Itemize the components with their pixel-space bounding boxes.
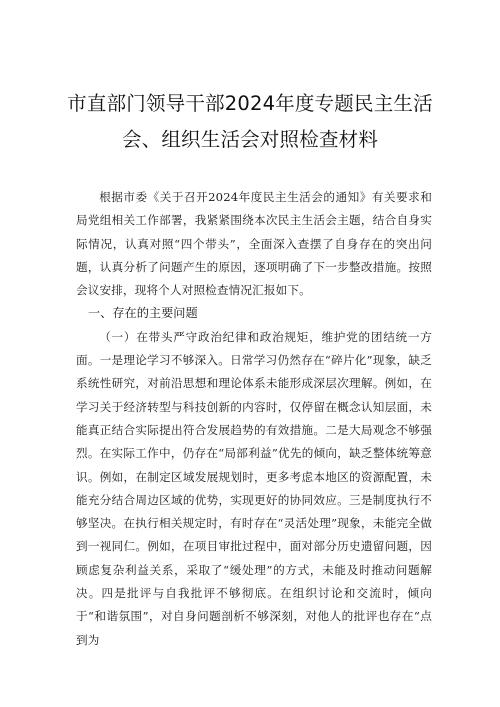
section-paragraph-political-discipline: （一）在带头严守政治纪律和政治规矩，维护党的团结统一方面。一是理论学习不够深入。日常学习仍然存在“碎片化”现象，缺乏系统性研究，对前沿思想和理论体系未能形成深层次理解。例如，在学习关于经济转型与科技创新的内容时，仅停留在概念认知层面，未能真正结合实际提出符合发展趋势的有效措施。二是大局观念不够强烈。在实际工作中，仍存在“局部利益”优先的倾向，缺乏整体统筹意识。例如，在制定区域发展规划时，更多考虑本地区的资源配置，未能充分结合周边区域的优势，实现更好的协同效应。三是制度执行不够坚决。在执行相关规定时，有时存在“灵活处理”现象，未能完全做到一视同仁。例如，在项目审批过程中，面对部分历史遗留问题，因顾虑复杂利益关系，采取了“缓处理”的方式，未能及时推动问题解决。四是批评与自我批评不够彻底。在组织讨论和交流时，倾向于“和谐氛围”，对自身问题剖析不够深刻，对他人的批评也存在“点到为 <box>76 329 432 647</box>
document-body <box>76 186 432 652</box>
section-heading-problems: 一、存在的主要问题 <box>88 306 198 321</box>
document-title-line-1: 市直部门领导干部2024年度专题民主生活 <box>67 92 433 115</box>
document-title-line-2: 会、组织生活会对照检查材料 <box>121 128 379 151</box>
intro-paragraph: 根据市委《关于召开2024年度民主生活会的通知》有关要求和局党组相关工作部署，我紧紧围绕本次民主生活会主题，结合自身实际情况，认真对照“四个带头”，全面深入查摆了自身存在的突出问题，认真分析了问题产生的原因，逐项明确了下一步整改措施。按照会议安排，现将个人对照检查情况汇报如下。 <box>76 190 432 298</box>
